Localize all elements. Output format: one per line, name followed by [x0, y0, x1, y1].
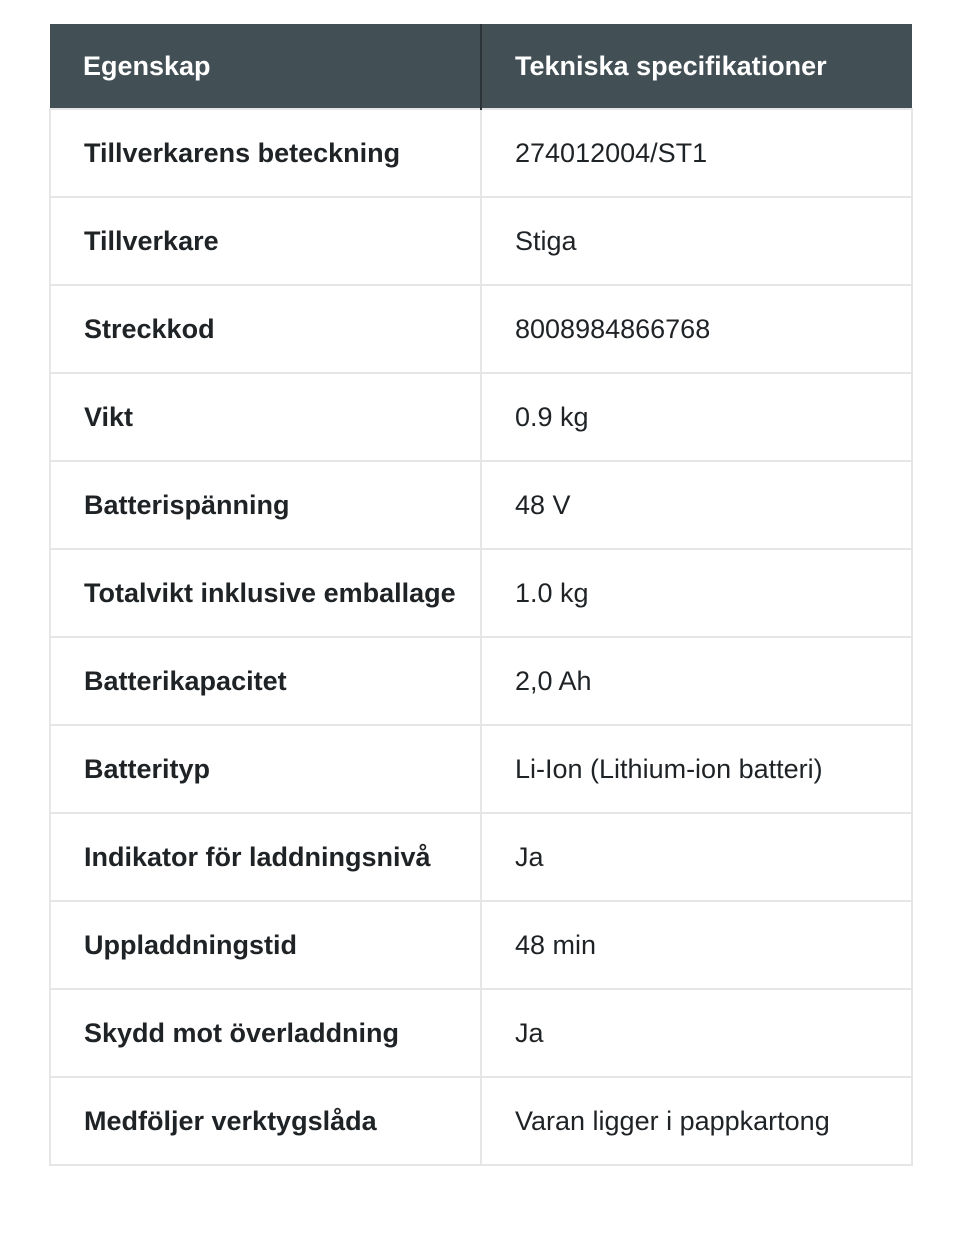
table-row [50, 637, 912, 725]
property-cell: Indikator för laddningsnivå [50, 813, 481, 901]
value-cell: Varan ligger i pappkartong [481, 1077, 912, 1165]
property-cell: Streckkod [50, 285, 481, 373]
property-cell: Medföljer verktygslåda [50, 1077, 481, 1165]
header-value: Tekniska specifikationer [481, 24, 912, 109]
property-cell: Batterispänning [50, 461, 481, 549]
value-cell: Stiga [481, 197, 912, 285]
value-cell: Ja [481, 813, 912, 901]
value-cell: 8008984866768 [481, 285, 912, 373]
value-cell: Ja [481, 989, 912, 1077]
value-cell: 274012004/ST1 [481, 109, 912, 197]
table-row [50, 373, 912, 461]
property-cell: Totalvikt inklusive emballage [50, 549, 481, 637]
table-row [50, 901, 912, 989]
value-cell: 1.0 kg [481, 549, 912, 637]
table-row [50, 1077, 912, 1165]
property-cell: Batterikapacitet [50, 637, 481, 725]
table-row [50, 989, 912, 1077]
value-cell: Li-Ion (Lithium-ion batteri) [481, 725, 912, 813]
table-row [50, 285, 912, 373]
table-row [50, 549, 912, 637]
table-row [50, 725, 912, 813]
header-row [50, 24, 912, 109]
value-cell: 48 V [481, 461, 912, 549]
value-cell: 48 min [481, 901, 912, 989]
header-property: Egenskap [50, 24, 481, 109]
property-cell: Tillverkare [50, 197, 481, 285]
property-cell: Skydd mot överladdning [50, 989, 481, 1077]
spec-table-body [50, 109, 912, 1165]
property-cell: Uppladdningstid [50, 901, 481, 989]
spec-table-header [50, 24, 912, 109]
value-cell: 2,0 Ah [481, 637, 912, 725]
spec-table [49, 24, 913, 1166]
property-cell: Vikt [50, 373, 481, 461]
table-row [50, 813, 912, 901]
table-row [50, 197, 912, 285]
property-cell: Batterityp [50, 725, 481, 813]
property-cell: Tillverkarens beteckning [50, 109, 481, 197]
table-row [50, 109, 912, 197]
table-row [50, 461, 912, 549]
value-cell: 0.9 kg [481, 373, 912, 461]
